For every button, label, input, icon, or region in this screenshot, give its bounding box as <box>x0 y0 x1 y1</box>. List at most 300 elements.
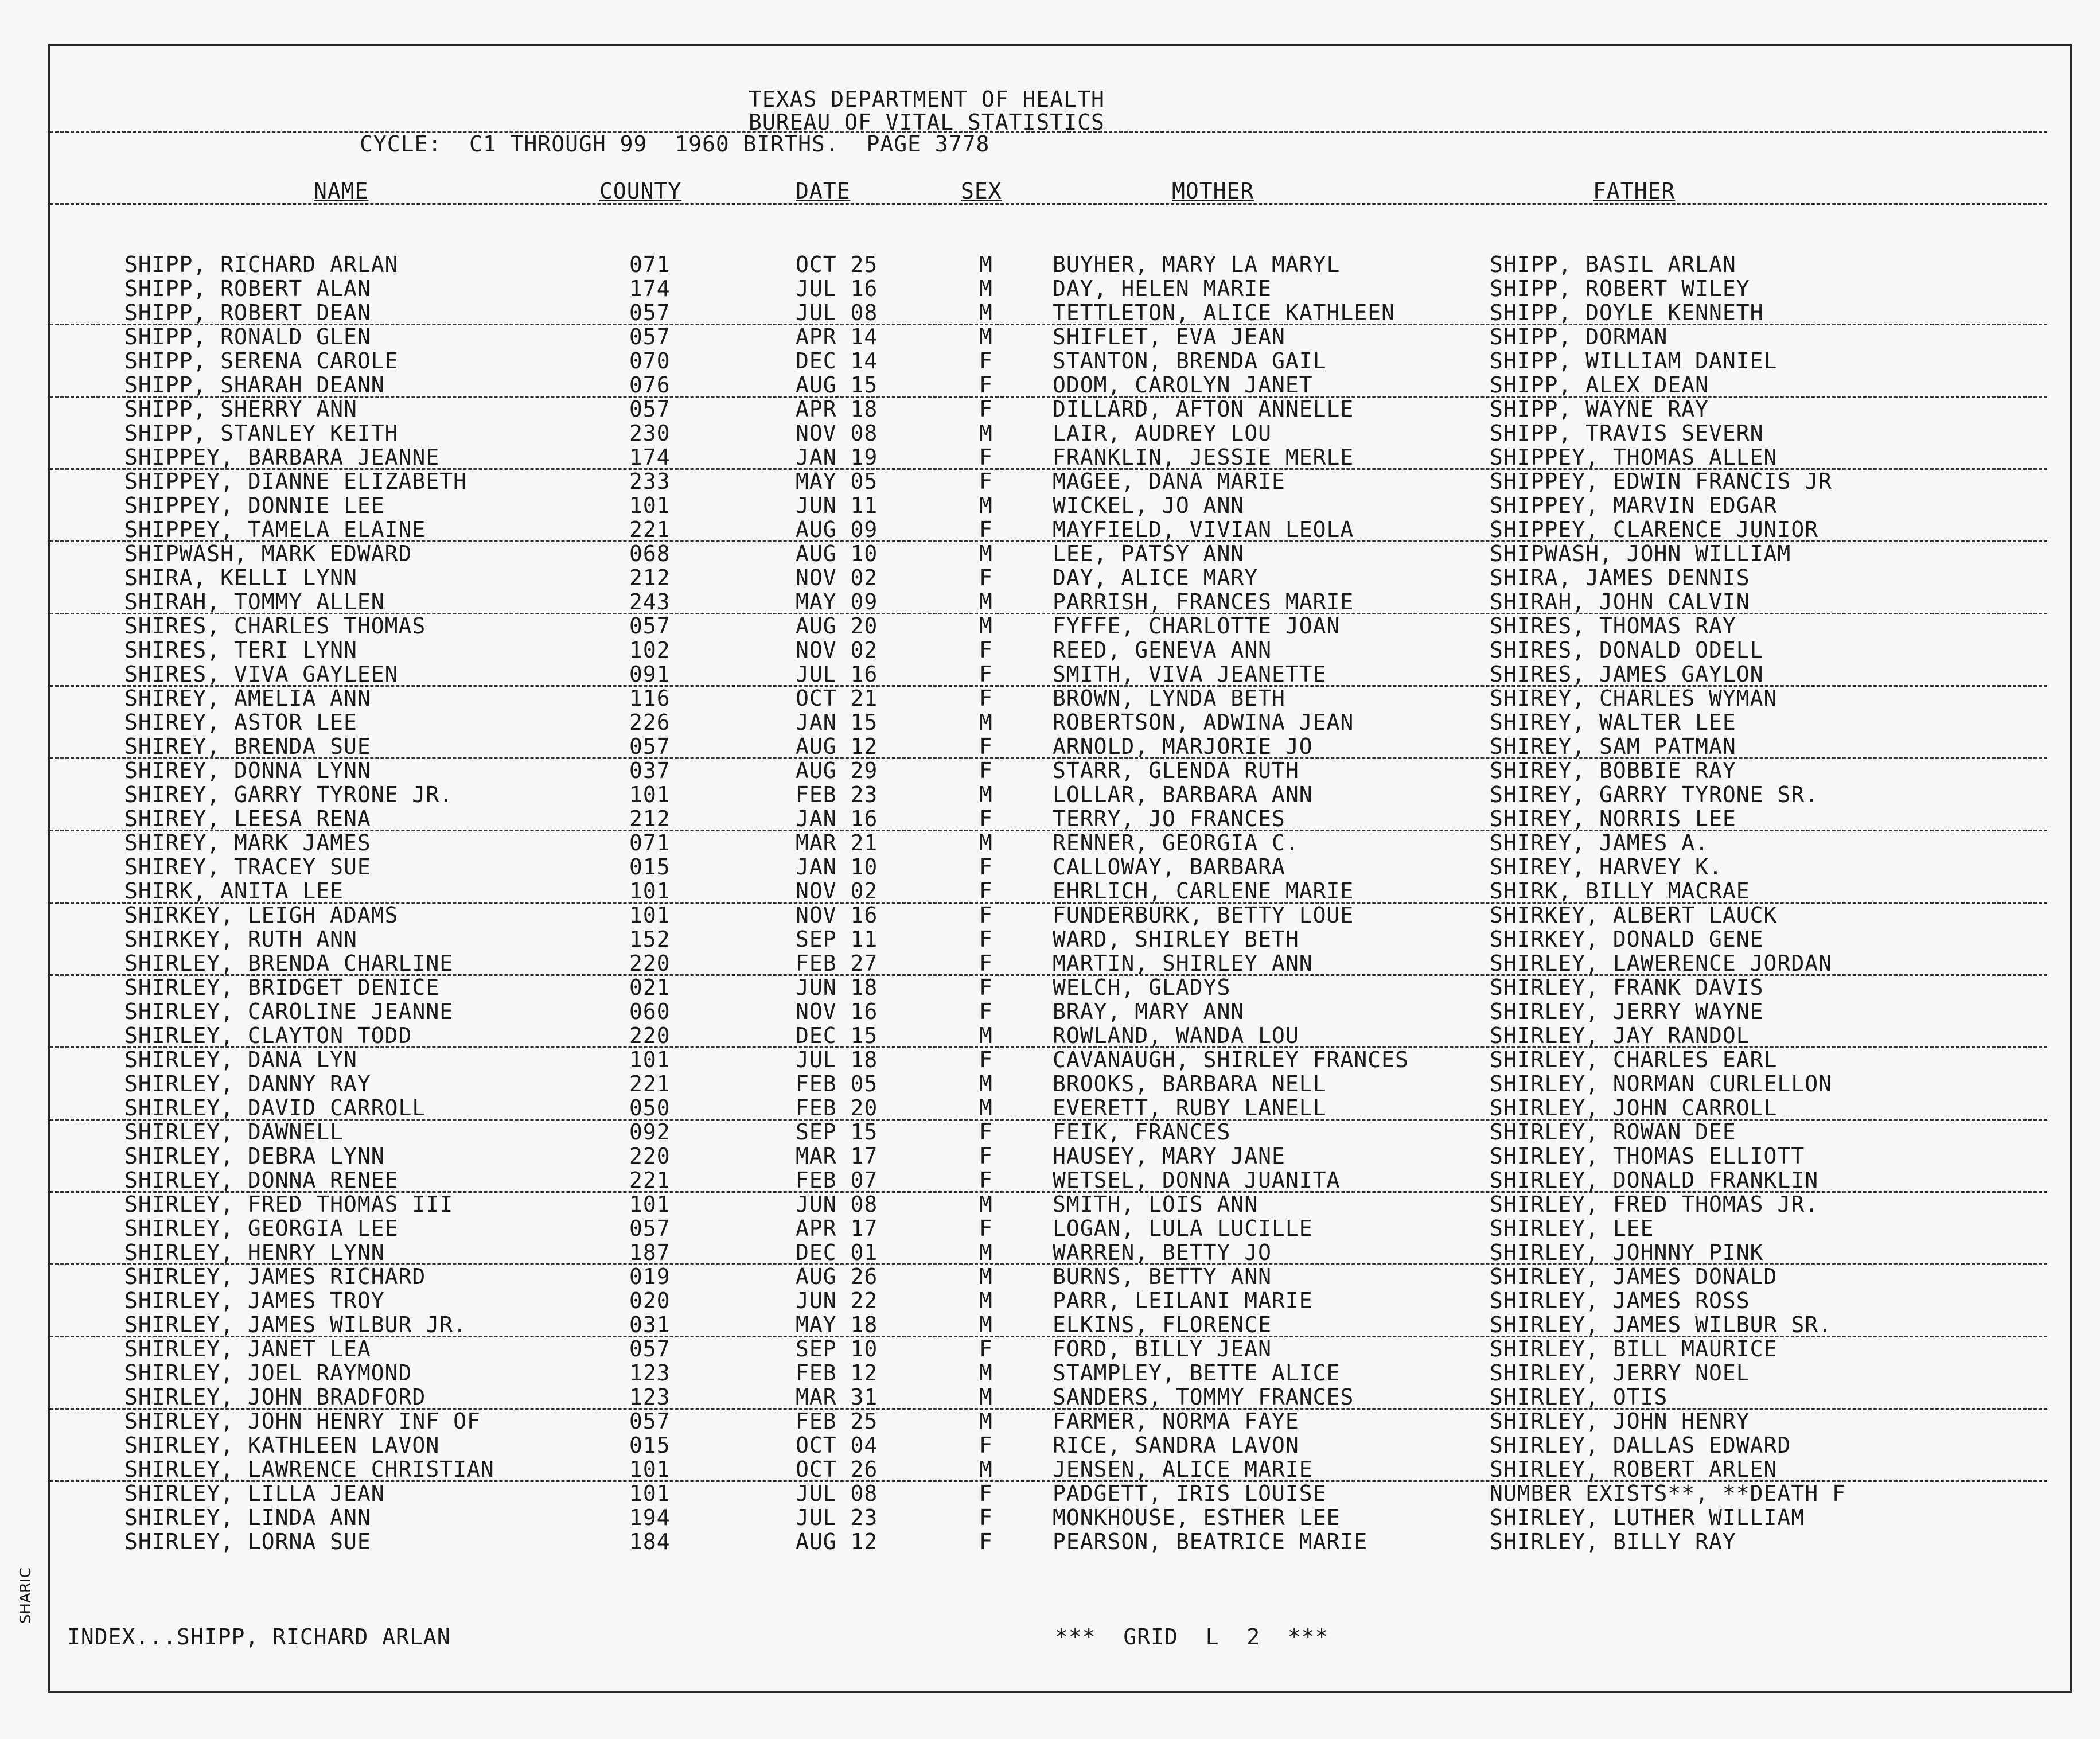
cell-father: SHIPP, BASIL ARLAN <box>1490 252 1736 277</box>
cell-name: SHIRLEY, LAWRENCE CHRISTIAN <box>124 1457 494 1482</box>
cell-county: 212 <box>629 806 671 831</box>
table-row <box>50 638 2070 662</box>
cell-name: SHIRKEY, LEIGH ADAMS <box>124 902 399 928</box>
table-row <box>50 542 2070 566</box>
table-row <box>50 999 2070 1024</box>
cell-mother: WICKEL, JO ANN <box>1053 493 1245 518</box>
cell-mother: DAY, ALICE MARY <box>1053 565 1259 590</box>
cell-mother: REED, GENEVA ANN <box>1053 637 1272 663</box>
cell-mother: WETSEL, DONNA JUANITA <box>1053 1168 1341 1193</box>
cell-mother: PEARSON, BEATRICE MARIE <box>1053 1529 1368 1554</box>
cell-county: 101 <box>629 1192 671 1217</box>
cell-name: SHIRLEY, DANNY RAY <box>124 1071 371 1096</box>
cell-sex: M <box>979 300 993 325</box>
margin-stamp: SHARIC <box>17 1567 34 1624</box>
cell-sex: M <box>979 541 993 566</box>
cell-name: SHIRA, KELLI LYNN <box>124 565 357 590</box>
cell-county: 015 <box>629 1433 671 1458</box>
cell-date: AUG 26 <box>796 1264 878 1289</box>
header-divider <box>50 131 2047 133</box>
cell-date: APR 18 <box>796 396 878 422</box>
table-row <box>50 1240 2070 1265</box>
header-cycle: CYCLE: C1 THROUGH 99 1960 BIRTHS. PAGE 3778 <box>360 131 990 157</box>
cell-name: SHIPP, SHERRY ANN <box>124 396 357 422</box>
cell-sex: F <box>979 854 993 880</box>
cell-date: DEC 01 <box>796 1240 878 1265</box>
cell-date: SEP 11 <box>796 927 878 952</box>
table-row <box>50 252 2070 277</box>
cell-name: SHIREY, DONNA LYNN <box>124 758 371 783</box>
cell-date: AUG 20 <box>796 613 878 639</box>
cell-sex: F <box>979 1168 993 1193</box>
cell-county: 019 <box>629 1264 671 1289</box>
cell-name: SHIRLEY, BRIDGET DENICE <box>124 975 440 1000</box>
cell-name: SHIPPEY, BARBARA JEANNE <box>124 445 440 470</box>
table-row <box>50 927 2070 951</box>
cell-mother: BROOKS, BARBARA NELL <box>1053 1071 1327 1096</box>
cell-county: 220 <box>629 951 671 976</box>
cell-sex: F <box>979 1119 993 1145</box>
cell-name: SHIPPEY, DONNIE LEE <box>124 493 385 518</box>
cell-name: SHIPP, RICHARD ARLAN <box>124 252 399 277</box>
table-row <box>50 493 2070 518</box>
cell-date: NOV 02 <box>796 637 878 663</box>
cell-county: 076 <box>629 372 671 398</box>
cell-name: SHIRLEY, LORNA SUE <box>124 1529 371 1554</box>
cell-county: 102 <box>629 637 671 663</box>
cell-father: SHIRES, THOMAS RAY <box>1490 613 1736 639</box>
cell-county: 057 <box>629 300 671 325</box>
table-row <box>50 1361 2070 1385</box>
column-header-mother: MOTHER <box>1172 178 1254 204</box>
cell-county: 101 <box>629 782 671 807</box>
cell-sex: F <box>979 1336 993 1361</box>
cell-sex: M <box>979 1240 993 1265</box>
cell-county: 194 <box>629 1505 671 1530</box>
cell-sex: F <box>979 1433 993 1458</box>
cell-name: SHIPP, STANLEY KEITH <box>124 421 399 446</box>
cell-name: SHIRLEY, JANET LEA <box>124 1336 371 1361</box>
cell-county: 243 <box>629 589 671 614</box>
table-row <box>50 903 2070 927</box>
table-row <box>50 1457 2070 1481</box>
cell-father: SHIPP, WAYNE RAY <box>1490 396 1709 422</box>
cell-sex: F <box>979 686 993 711</box>
cell-county: 220 <box>629 1023 671 1048</box>
cell-mother: EVERETT, RUBY LANELL <box>1053 1095 1327 1121</box>
table-row <box>50 1168 2070 1192</box>
cell-name: SHIRLEY, JAMES RICHARD <box>124 1264 426 1289</box>
cell-father: SHIRLEY, LUTHER WILLIAM <box>1490 1505 1805 1530</box>
cell-date: FEB 27 <box>796 951 878 976</box>
cell-name: SHIPPEY, TAMELA ELAINE <box>124 517 426 542</box>
cell-father: SHIPPEY, EDWIN FRANCIS JR <box>1490 469 1832 494</box>
cell-county: 057 <box>629 734 671 759</box>
cell-father: SHIRLEY, ROWAN DEE <box>1490 1119 1736 1145</box>
cell-sex: M <box>979 1095 993 1121</box>
cell-father: SHIPWASH, JOHN WILLIAM <box>1490 541 1791 566</box>
cell-county: 068 <box>629 541 671 566</box>
cell-mother: LAIR, AUDREY LOU <box>1053 421 1272 446</box>
table-row <box>50 469 2070 493</box>
cell-mother: FORD, BILLY JEAN <box>1053 1336 1272 1361</box>
cell-county: 101 <box>629 878 671 904</box>
cell-father: NUMBER EXISTS**, **DEATH F <box>1490 1481 1846 1506</box>
cell-date: FEB 05 <box>796 1071 878 1096</box>
cell-sex: M <box>979 1409 993 1434</box>
table-row <box>50 397 2070 421</box>
cell-sex: M <box>979 782 993 807</box>
cell-name: SHIREY, GARRY TYRONE JR. <box>124 782 454 807</box>
cell-name: SHIRLEY, BRENDA CHARLINE <box>124 951 454 976</box>
table-row <box>50 614 2070 638</box>
cell-date: FEB 12 <box>796 1360 878 1386</box>
cell-date: SEP 10 <box>796 1336 878 1361</box>
cell-mother: MAGEE, DANA MARIE <box>1053 469 1285 494</box>
cell-sex: F <box>979 348 993 374</box>
cell-county: 101 <box>629 1457 671 1482</box>
cell-father: SHIREY, CHARLES WYMAN <box>1490 686 1778 711</box>
cell-mother: LOLLAR, BARBARA ANN <box>1053 782 1313 807</box>
cell-date: JUL 16 <box>796 662 878 687</box>
cell-father: SHIRLEY, DALLAS EDWARD <box>1490 1433 1791 1458</box>
table-row <box>50 1481 2070 1505</box>
cell-name: SHIRLEY, GEORGIA LEE <box>124 1216 399 1241</box>
cell-date: FEB 23 <box>796 782 878 807</box>
cell-date: AUG 12 <box>796 734 878 759</box>
cell-date: APR 17 <box>796 1216 878 1241</box>
table-row <box>50 301 2070 325</box>
cell-name: SHIRKEY, RUTH ANN <box>124 927 357 952</box>
cell-date: NOV 02 <box>796 878 878 904</box>
cell-father: SHIREY, NORRIS LEE <box>1490 806 1736 831</box>
cell-date: OCT 21 <box>796 686 878 711</box>
table-row <box>50 879 2070 903</box>
table-row <box>50 566 2070 590</box>
document-frame <box>48 44 2072 1693</box>
cell-sex: M <box>979 613 993 639</box>
column-header-county: COUNTY <box>599 178 682 204</box>
cell-mother: DAY, HELEN MARIE <box>1053 276 1272 301</box>
cell-sex: M <box>979 1264 993 1289</box>
cell-father: SHIPP, TRAVIS SEVERN <box>1490 421 1764 446</box>
cell-father: SHIRLEY, JAY RANDOL <box>1490 1023 1750 1048</box>
cell-date: JAN 15 <box>796 710 878 735</box>
cell-father: SHIPP, WILLIAM DANIEL <box>1490 348 1778 374</box>
cell-date: NOV 16 <box>796 902 878 928</box>
table-row <box>50 590 2070 614</box>
cell-name: SHIREY, ASTOR LEE <box>124 710 357 735</box>
table-row <box>50 1120 2070 1144</box>
cell-mother: FUNDERBURK, BETTY LOUE <box>1053 902 1354 928</box>
cell-name: SHIRLEY, HENRY LYNN <box>124 1240 385 1265</box>
cell-date: AUG 10 <box>796 541 878 566</box>
footer-grid: *** GRID L 2 *** <box>1055 1624 1329 1649</box>
cell-sex: F <box>979 902 993 928</box>
cell-mother: FRANKLIN, JESSIE MERLE <box>1053 445 1354 470</box>
cell-sex: F <box>979 999 993 1024</box>
table-row <box>50 1216 2070 1240</box>
table-row <box>50 1337 2070 1361</box>
cell-father: SHIRLEY, JERRY WAYNE <box>1490 999 1764 1024</box>
cell-county: 037 <box>629 758 671 783</box>
cell-sex: F <box>979 445 993 470</box>
cell-date: NOV 02 <box>796 565 878 590</box>
cell-sex: F <box>979 1143 993 1169</box>
cell-mother: SMITH, VIVA JEANETTE <box>1053 662 1327 687</box>
cell-mother: STARR, GLENDA RUTH <box>1053 758 1299 783</box>
cell-date: FEB 25 <box>796 1409 878 1434</box>
table-row <box>50 445 2070 469</box>
table-row <box>50 1024 2070 1048</box>
table-row <box>50 1144 2070 1168</box>
cell-father: SHIPP, DORMAN <box>1490 324 1668 349</box>
cell-mother: TETTLETON, ALICE KATHLEEN <box>1053 300 1395 325</box>
cell-name: SHIRLEY, JAMES TROY <box>124 1288 385 1313</box>
cell-name: SHIPWASH, MARK EDWARD <box>124 541 412 566</box>
cell-date: JUL 18 <box>796 1047 878 1072</box>
cell-mother: FYFFE, CHARLOTTE JOAN <box>1053 613 1341 639</box>
cell-name: SHIRLEY, CAROLINE JEANNE <box>124 999 454 1024</box>
cell-date: JUL 16 <box>796 276 878 301</box>
cell-sex: M <box>979 710 993 735</box>
cell-father: SHIRLEY, NORMAN CURLELLON <box>1490 1071 1832 1096</box>
cell-name: SHIREY, AMELIA ANN <box>124 686 371 711</box>
cell-father: SHIREY, HARVEY K. <box>1490 854 1723 880</box>
cell-sex: F <box>979 758 993 783</box>
cell-father: SHIREY, WALTER LEE <box>1490 710 1736 735</box>
cell-father: SHIRLEY, THOMAS ELLIOTT <box>1490 1143 1805 1169</box>
cell-mother: SANDERS, TOMMY FRANCES <box>1053 1384 1354 1410</box>
cell-father: SHIRLEY, BILL MAURICE <box>1490 1336 1778 1361</box>
cell-name: SHIRK, ANITA LEE <box>124 878 344 904</box>
cell-county: 070 <box>629 348 671 374</box>
column-header-divider <box>50 203 2047 205</box>
cell-date: JUN 11 <box>796 493 878 518</box>
cell-date: MAR 21 <box>796 830 878 855</box>
table-row <box>50 1096 2070 1120</box>
table-row <box>50 325 2070 349</box>
cell-name: SHIRLEY, DAWNELL <box>124 1119 344 1145</box>
footer-index: INDEX...SHIPP, RICHARD ARLAN <box>67 1624 451 1649</box>
column-header-sex: SEX <box>961 178 1002 204</box>
cell-date: JUL 23 <box>796 1505 878 1530</box>
cell-mother: MAYFIELD, VIVIAN LEOLA <box>1053 517 1354 542</box>
cell-father: SHIRLEY, JOHN CARROLL <box>1490 1095 1778 1121</box>
cell-county: 057 <box>629 396 671 422</box>
cell-mother: MARTIN, SHIRLEY ANN <box>1053 951 1313 976</box>
cell-sex: F <box>979 1529 993 1554</box>
cell-name: SHIPP, SERENA CAROLE <box>124 348 399 374</box>
cell-father: SHIRLEY, FRED THOMAS JR. <box>1490 1192 1819 1217</box>
cell-mother: PARR, LEILANI MARIE <box>1053 1288 1313 1313</box>
cell-sex: F <box>979 396 993 422</box>
table-row <box>50 518 2070 542</box>
cell-mother: MONKHOUSE, ESTHER LEE <box>1053 1505 1341 1530</box>
cell-date: JUN 18 <box>796 975 878 1000</box>
cell-county: 184 <box>629 1529 671 1554</box>
cell-county: 020 <box>629 1288 671 1313</box>
cell-county: 015 <box>629 854 671 880</box>
cell-date: OCT 04 <box>796 1433 878 1458</box>
cell-county: 174 <box>629 276 671 301</box>
cell-sex: M <box>979 589 993 614</box>
cell-father: SHIRAH, JOHN CALVIN <box>1490 589 1750 614</box>
column-header-father: FATHER <box>1593 178 1676 204</box>
cell-sex: M <box>979 324 993 349</box>
cell-county: 101 <box>629 1481 671 1506</box>
cell-sex: F <box>979 927 993 952</box>
cell-father: SHIRLEY, JERRY NOEL <box>1490 1360 1750 1386</box>
cell-mother: CALLOWAY, BARBARA <box>1053 854 1285 880</box>
cell-name: SHIRLEY, CLAYTON TODD <box>124 1023 412 1048</box>
cell-county: 123 <box>629 1384 671 1410</box>
cell-sex: M <box>979 1457 993 1482</box>
cell-county: 071 <box>629 252 671 277</box>
table-row <box>50 1385 2070 1409</box>
cell-mother: ARNOLD, MARJORIE JO <box>1053 734 1313 759</box>
table-row <box>50 349 2070 373</box>
cell-sex: F <box>979 517 993 542</box>
cell-sex: F <box>979 1505 993 1530</box>
cell-name: SHIREY, TRACEY SUE <box>124 854 371 880</box>
cell-father: SHIRLEY, FRANK DAVIS <box>1490 975 1764 1000</box>
cell-sex: M <box>979 1192 993 1217</box>
table-row <box>50 734 2070 758</box>
cell-sex: F <box>979 565 993 590</box>
cell-name: SHIRLEY, JAMES WILBUR JR. <box>124 1312 467 1337</box>
cell-mother: SMITH, LOIS ANN <box>1053 1192 1259 1217</box>
cell-date: JAN 19 <box>796 445 878 470</box>
cell-date: FEB 20 <box>796 1095 878 1121</box>
cell-county: 221 <box>629 517 671 542</box>
cell-date: DEC 14 <box>796 348 878 374</box>
cell-county: 101 <box>629 902 671 928</box>
cell-mother: BURNS, BETTY ANN <box>1053 1264 1272 1289</box>
cell-date: JUL 08 <box>796 1481 878 1506</box>
cell-sex: M <box>979 1360 993 1386</box>
cell-father: SHIRLEY, BILLY RAY <box>1490 1529 1736 1554</box>
table-row <box>50 686 2070 710</box>
cell-sex: F <box>979 975 993 1000</box>
cell-sex: F <box>979 637 993 663</box>
cell-father: SHIRLEY, JAMES ROSS <box>1490 1288 1750 1313</box>
column-header-date: DATE <box>796 178 851 204</box>
cell-father: SHIPPEY, THOMAS ALLEN <box>1490 445 1778 470</box>
cell-date: JUN 22 <box>796 1288 878 1313</box>
header-department: TEXAS DEPARTMENT OF HEALTH <box>749 87 1105 112</box>
cell-name: SHIRLEY, DAVID CARROLL <box>124 1095 426 1121</box>
table-row <box>50 373 2070 397</box>
table-row <box>50 951 2070 975</box>
cell-sex: M <box>979 1288 993 1313</box>
cell-father: SHIRLEY, JOHNNY PINK <box>1490 1240 1764 1265</box>
cell-sex: M <box>979 1023 993 1048</box>
table-row <box>50 1048 2070 1072</box>
cell-county: 101 <box>629 493 671 518</box>
cell-county: 230 <box>629 421 671 446</box>
table-row <box>50 710 2070 734</box>
cell-name: SHIRAH, TOMMY ALLEN <box>124 589 385 614</box>
table-row <box>50 1265 2070 1289</box>
cell-sex: F <box>979 469 993 494</box>
cell-mother: ROWLAND, WANDA LOU <box>1053 1023 1299 1048</box>
cell-date: APR 14 <box>796 324 878 349</box>
table-row <box>50 1072 2070 1096</box>
table-row <box>50 1192 2070 1216</box>
cell-county: 212 <box>629 565 671 590</box>
table-row <box>50 1313 2070 1337</box>
table-row <box>50 1289 2070 1313</box>
cell-mother: CAVANAUGH, SHIRLEY FRANCES <box>1053 1047 1409 1072</box>
cell-sex: M <box>979 1384 993 1410</box>
cell-county: 057 <box>629 613 671 639</box>
column-header-name: NAME <box>314 178 369 204</box>
cell-date: MAY 05 <box>796 469 878 494</box>
cell-sex: F <box>979 1216 993 1241</box>
cell-date: OCT 26 <box>796 1457 878 1482</box>
cell-county: 091 <box>629 662 671 687</box>
cell-sex: M <box>979 830 993 855</box>
cell-mother: WARREN, BETTY JO <box>1053 1240 1272 1265</box>
cell-mother: WELCH, GLADYS <box>1053 975 1231 1000</box>
cell-county: 050 <box>629 1095 671 1121</box>
cell-name: SHIRLEY, JOHN BRADFORD <box>124 1384 426 1410</box>
cell-county: 123 <box>629 1360 671 1386</box>
cell-county: 057 <box>629 324 671 349</box>
cell-county: 057 <box>629 1336 671 1361</box>
cell-mother: BROWN, LYNDA BETH <box>1053 686 1285 711</box>
cell-mother: RENNER, GEORGIA C. <box>1053 830 1299 855</box>
table-row <box>50 277 2070 301</box>
cell-mother: ROBERTSON, ADWINA JEAN <box>1053 710 1354 735</box>
cell-sex: F <box>979 806 993 831</box>
cell-father: SHIREY, SAM PATMAN <box>1490 734 1736 759</box>
cell-date: NOV 08 <box>796 421 878 446</box>
cell-date: MAR 17 <box>796 1143 878 1169</box>
cell-name: SHIRES, VIVA GAYLEEN <box>124 662 399 687</box>
cell-name: SHIRLEY, LILLA JEAN <box>124 1481 385 1506</box>
table-row <box>50 662 2070 686</box>
cell-date: NOV 16 <box>796 999 878 1024</box>
cell-date: DEC 15 <box>796 1023 878 1048</box>
table-row <box>50 1530 2070 1554</box>
cell-father: SHIPP, ROBERT WILEY <box>1490 276 1750 301</box>
cell-name: SHIREY, BRENDA SUE <box>124 734 371 759</box>
cell-father: SHIRLEY, CHARLES EARL <box>1490 1047 1778 1072</box>
cell-father: SHIREY, GARRY TYRONE SR. <box>1490 782 1819 807</box>
cell-county: 092 <box>629 1119 671 1145</box>
cell-sex: M <box>979 276 993 301</box>
cell-name: SHIPP, ROBERT ALAN <box>124 276 371 301</box>
cell-name: SHIPPEY, DIANNE ELIZABETH <box>124 469 467 494</box>
cell-sex: F <box>979 1047 993 1072</box>
cell-mother: BUYHER, MARY LA MARYL <box>1053 252 1341 277</box>
cell-name: SHIRES, TERI LYNN <box>124 637 357 663</box>
cell-sex: F <box>979 1481 993 1506</box>
cell-mother: FEIK, FRANCES <box>1053 1119 1231 1145</box>
cell-sex: M <box>979 1071 993 1096</box>
cell-county: 116 <box>629 686 671 711</box>
cell-county: 152 <box>629 927 671 952</box>
cell-county: 174 <box>629 445 671 470</box>
cell-date: JUN 08 <box>796 1192 878 1217</box>
cell-father: SHIRLEY, LAWERENCE JORDAN <box>1490 951 1832 976</box>
cell-date: AUG 29 <box>796 758 878 783</box>
cell-sex: F <box>979 734 993 759</box>
cell-county: 233 <box>629 469 671 494</box>
cell-county: 226 <box>629 710 671 735</box>
